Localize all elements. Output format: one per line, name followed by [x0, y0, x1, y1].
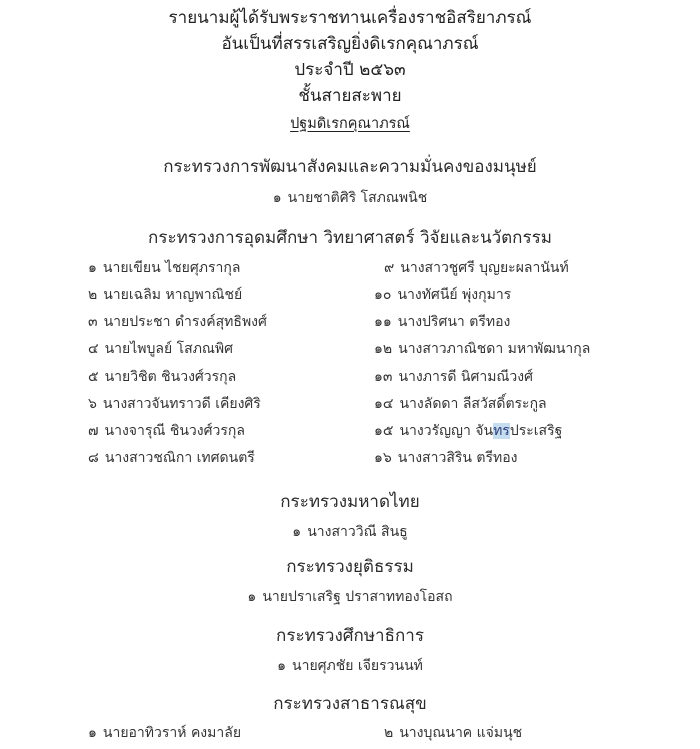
entry-name: นางทัศนีย์ พุ่งกุมาร	[397, 287, 512, 303]
list-item	[88, 311, 267, 333]
entry-name: นางบุณนาค แจ่มนุช	[399, 725, 523, 741]
ministry-heading: กระทรวงสาธารณสุข	[273, 694, 427, 714]
entry-name: นางสาววิณี สินธู	[307, 524, 408, 540]
entry-name: นางสาวจันทราวดี เคียงศิริ	[102, 396, 261, 412]
entry-number: ๑	[88, 260, 97, 276]
entry-name: นางปริศนา ตรีทอง	[397, 314, 511, 330]
list-item	[374, 284, 511, 306]
entry-name: นายอาทิวราห์ คงมาลัย	[102, 725, 242, 741]
entry-name: นายไพบูลย์ โสภณพิศ	[104, 341, 234, 357]
entry-number: ๙	[384, 260, 395, 276]
entry-name: นางสาวชณิกา เทศดนตรี	[104, 450, 255, 466]
entry-number: ๓	[88, 314, 98, 330]
document-year: ประจำปี ๒๕๖๓	[294, 60, 406, 80]
ministry-heading: กระทรวงการพัฒนาสังคมและความมั่นคงของมนุษย์	[163, 157, 537, 177]
entry-name: นายเขียน ไชยศุภรากุล	[102, 260, 241, 276]
entry-number: ๕	[88, 369, 99, 385]
entry-name: นางสาวภาณิชดา มหาพัฒนากุล	[398, 341, 591, 357]
entry-number: ๑๑	[374, 314, 392, 330]
ministry-heading: กระทรวงมหาดไทย	[280, 492, 420, 512]
list-item	[374, 311, 510, 333]
entry-name: นายศุภชัย เจียรวนนท์	[292, 658, 423, 674]
entry-number: ๑๖	[374, 450, 392, 466]
list-item	[374, 420, 562, 442]
list-item	[88, 338, 233, 360]
entry-name: นางจารุณี ชินวงศ์วรกุล	[104, 423, 245, 439]
entry-name: นายประชา ดำรงค์สุทธิพงศ์	[103, 314, 267, 330]
list-item	[0, 586, 700, 608]
entry-name: นายปราเสริฐ ปราสาททองโอสถ	[262, 589, 453, 605]
entry-name: นายวิชิต ชินวงศ์วรกุล	[104, 369, 237, 385]
entry-name: นางลัดดา ลีสวัสดิ์ตระกูล	[399, 396, 547, 412]
entry-number: ๒	[88, 287, 98, 303]
list-item	[88, 284, 242, 306]
entry-number: ๘	[88, 450, 99, 466]
entry-number: ๑	[277, 658, 287, 674]
list-item	[384, 257, 569, 279]
entry-name-part: นางวรัญญา จัน	[399, 423, 494, 439]
entry-name: นางสาวชูศรี บุญยะผลานันท์	[400, 260, 569, 276]
list-item	[384, 722, 522, 744]
ministry-heading: กระทรวงศึกษาธิการ	[276, 626, 424, 646]
list-item	[88, 366, 236, 388]
list-item	[0, 655, 700, 677]
entry-number: ๒	[384, 725, 394, 741]
award-class: ชั้นสายสะพาย	[298, 86, 402, 106]
list-item	[88, 722, 241, 744]
entry-name: นางภารดี นิศามณีวงศ์	[398, 369, 534, 385]
entry-name: นางสาวสิริน ตรีทอง	[397, 450, 518, 466]
list-item	[374, 366, 533, 388]
list-item	[0, 521, 700, 543]
list-item	[88, 393, 261, 415]
list-item	[88, 447, 255, 469]
entry-number: ๑	[292, 524, 302, 540]
award-subtitle-wrap	[0, 112, 700, 135]
entry-number: ๑	[88, 725, 97, 741]
entry-number: ๑	[272, 190, 282, 206]
entry-number: ๔	[88, 341, 99, 357]
list-item	[88, 420, 245, 442]
entry-number: ๑๐	[374, 287, 392, 303]
entry-number: ๑	[247, 589, 257, 605]
ministry-heading: กระทรวงยุติธรรม	[286, 557, 414, 577]
entry-name-part: ประเสริฐ	[509, 423, 563, 439]
list-item	[374, 393, 547, 415]
list-item	[0, 187, 700, 209]
entry-number: ๑๓	[374, 369, 393, 385]
document-title-line-1: รายนามผู้ได้รับพระราชทานเครื่องราชอิสริยาภรณ์	[168, 8, 532, 28]
entry-number: ๗	[88, 423, 99, 439]
ministry-heading: กระทรวงการอุดมศึกษา วิทยาศาสตร์ วิจัยและนวัตกรรม	[148, 228, 552, 248]
entry-number: ๖	[88, 396, 97, 412]
entry-number: ๑๒	[374, 341, 393, 357]
award-subtitle: ปฐมดิเรกคุณาภรณ์	[290, 116, 410, 132]
list-item	[374, 447, 518, 469]
entry-name: นายชาติศิริ โสภณพนิช	[287, 190, 428, 206]
entry-number: ๑๔	[374, 396, 394, 412]
entry-name: นายเฉลิม หาญพาณิชย์	[103, 287, 243, 303]
entry-number: ๑๕	[374, 423, 394, 439]
list-item	[374, 338, 590, 360]
list-item	[88, 257, 240, 279]
document-title-line-2: อันเป็นที่สรรเสริญยิ่งดิเรกคุณาภรณ์	[221, 34, 479, 54]
text-selection-highlight[interactable]: ทร	[493, 423, 510, 439]
